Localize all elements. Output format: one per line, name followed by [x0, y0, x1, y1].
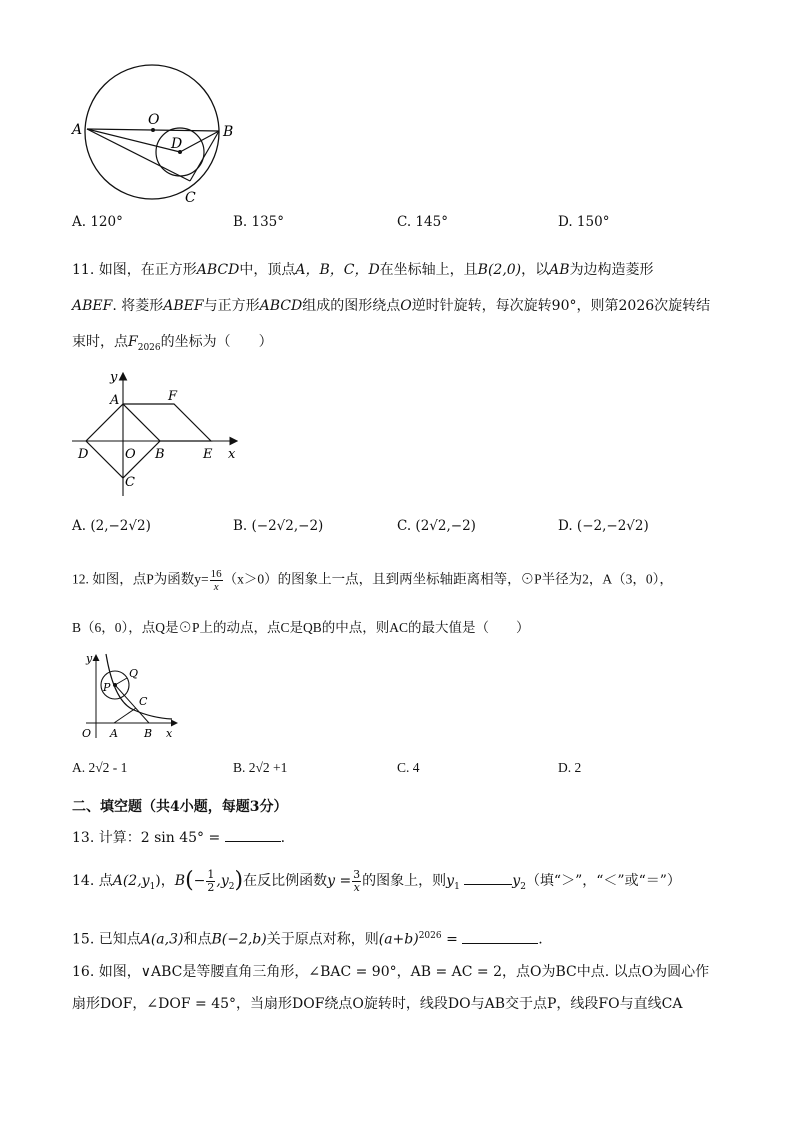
label-c: C — [139, 695, 148, 708]
label-c: C — [185, 190, 196, 206]
q11-option-b[interactable]: B. (−2√2,−2) — [233, 518, 324, 534]
q12-line-1: 12. 如图，点P为函数y= $\frac{16}{x}$ （x＞0）的图象上一点，且到两坐标轴距离相等，⊙P半径为2，A（3，0）， — [72, 568, 673, 593]
q12-option-a[interactable]: A. 2√2 - 1 — [72, 760, 128, 775]
q11-figure — [66, 366, 246, 501]
q14-func-fraction: $\frac{3}{x}$ — [353, 867, 361, 894]
label-x: x — [228, 447, 236, 462]
q15-line: 15. 已知点A(a,3)和点B(−2,b)关于原点对称，则$(a+b)^{2026}$ = . — [72, 931, 543, 948]
label-e: E — [203, 447, 213, 462]
rhombus-abef — [123, 404, 211, 441]
q13-line: 13. 计算：2 sin 45° = . — [72, 830, 286, 846]
q10-option-c[interactable]: C. 145° — [397, 214, 448, 230]
label-d: D — [171, 136, 183, 152]
q13-blank[interactable] — [225, 829, 281, 842]
label-b: B — [155, 447, 165, 462]
q12-figure — [72, 648, 187, 743]
label-a: A — [72, 122, 83, 138]
q12-option-b[interactable]: B. 2√2 +1 — [233, 760, 288, 775]
point-p — [113, 683, 117, 687]
q11-line-1: 11. 如图，在正方形ABCD中，顶点A，B，C，D在坐标轴上，且B(2,0)，以AB为边构造菱形 — [72, 262, 654, 278]
label-p: P — [103, 681, 111, 694]
label-y: y — [110, 370, 118, 385]
q10-option-b[interactable]: B. 135° — [233, 214, 285, 230]
label-q: Q — [129, 667, 139, 680]
q16-line-2: 扇形DOF，∠DOF = 45°，当扇形DOF绕点O旋转时，线段DO与AB交于点P，线段FO与直线CA — [72, 996, 683, 1012]
label-x: x — [166, 727, 173, 740]
q11-line-3: 束时，点$F_{2026}$的坐标为（ ） — [72, 334, 273, 353]
q12-fraction: $\frac{16}{x}$ — [210, 568, 222, 593]
label-y: y — [86, 652, 93, 665]
q11-line-2: ABEF. 将菱形ABEF与正方形ABCD组成的图形绕点O逆时针旋转，每次旋转90°，则第2026次旋转结 — [72, 298, 711, 314]
label-o: O — [148, 112, 160, 128]
q15-blank[interactable] — [462, 931, 538, 944]
segment-pq — [115, 678, 127, 685]
q11-option-c[interactable]: C. (2√2,−2) — [397, 518, 476, 534]
q10-figure — [60, 56, 250, 206]
q12-option-d[interactable]: D. 2 — [558, 760, 582, 775]
label-b: B — [144, 727, 153, 740]
label-b: B — [223, 124, 234, 140]
q12-line-2: B（6，0），点Q是⊙P上的动点，点C是QB的中点，则AC的最大值是（ ） — [72, 620, 530, 635]
segment-ac — [114, 708, 136, 723]
q10-option-a[interactable]: A. 120° — [72, 214, 123, 230]
q10-option-d[interactable]: D. 150° — [558, 214, 610, 230]
label-a: A — [110, 727, 118, 740]
q11-option-d[interactable]: D. (−2,−2√2) — [558, 518, 649, 534]
label-o: O — [125, 447, 136, 462]
q16-line-1: 16. 如图，∨ABC是等腰直角三角形，∠BAC = 90°，AB = AC = 2，点O为BC中点. 以点O为圆心作 — [72, 964, 710, 980]
section-heading: 二、填空题（共4小题，每题3分） — [72, 799, 288, 815]
big-circle — [85, 65, 219, 199]
label-d: D — [78, 447, 89, 462]
point-o — [151, 128, 155, 132]
label-c: C — [125, 475, 135, 490]
label-f: F — [168, 389, 178, 404]
q14-blank[interactable] — [464, 872, 512, 885]
q12-option-c[interactable]: C. 4 — [397, 760, 420, 775]
label-o: O — [82, 727, 92, 740]
q14-line: 14. 点$A(2,y_1)$，B(− $\frac{1}{2}$ $,y_2$)在反比例函数y = $\frac{3}{x}$ 的图象上，则$y_1$ $y_2$（填“＞”，“＜”或“＝”） — [72, 867, 681, 894]
label-a: A — [110, 393, 120, 408]
q11-option-a[interactable]: A. (2,−2√2) — [72, 518, 151, 534]
q14-b-fraction: $\frac{1}{2}$ — [207, 867, 215, 894]
